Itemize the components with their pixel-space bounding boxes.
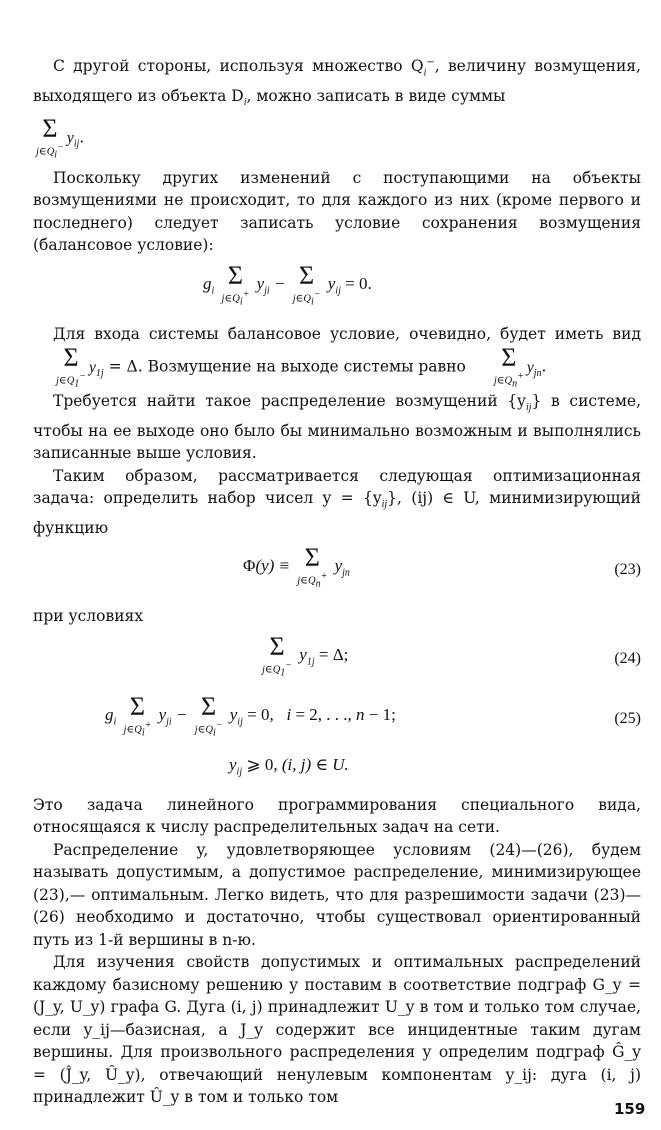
paragraph-4: Требуется найти такое распределение возмущений $\{y_{ij}\}$ в системе, чтобы на ее выходе оно было бы минимально возможным и выполнялись записанные выше условия. — [33, 392, 642, 463]
formula-24: Σ $j\in Q_1^-$ $y_{1j} = \Delta$; (24) — [262, 631, 641, 679]
paragraph-9: Для изучения свойств допустимых и оптимальных распределений каждому базисному решению y поставим в соответствие подграф G_y = (J_y, U_y) графа G. Дуга (i, j) принадлежит U_y в том и только том случае, если y_ij—базисная, а J_y содержит все инцидентные таким дугам вершины. Для произвольного распределения y определим подграф Ĝ_y = (Ĵ_y, Û_y), отвечающий ненулевым компонентам y_ij: дуга (i, j) принадлежит Û_y в том и только том — [33, 953, 641, 1107]
sum-symbol: Σ $j\in Q_i^-$ — [36, 114, 64, 161]
equation-number-23: (23) — [614, 561, 641, 579]
page-body — [33, 52, 641, 1109]
paragraph-5: Таким образом, рассматривается следующая оптимизационная задача: определить набор чисел $y = \{y_{ij}\}$, (ij) ∈ U, минимизирующий функцию — [33, 466, 641, 537]
paragraph-8: Распределение y, удовлетворяющее условиям (24)—(26), будем называть допустимым, а допустимое распределение, минимизирующее (23),— оптимальным. Легко видеть, что для разрешимости задачи (23)—(26) необходимо и достаточно, чтобы существовал ориентированный путь из 1-й вершины в n-ю. — [33, 840, 641, 949]
paragraph-7: Это задача линейного программирования специального вида, относящаяся к числу распределительных задач на сети. — [33, 795, 641, 837]
paragraph-2: Поскольку других изменений с поступающими на объекты возмущениями не происходит, то для каждого из них (кроме первого и последнего) следует записать условие сохранения возмущения (балансовое условие): — [33, 168, 641, 255]
equation-number-25: (25) — [614, 709, 641, 727]
balance-formula: $g_i$ Σ $j\in Q_i^+$ $y_{ji}$ − Σ $j\in Q_i^-$ $y_{ij} = 0$. — [203, 260, 372, 308]
paragraph-6: при условиях — [33, 607, 144, 626]
page-number: 159 — [614, 1100, 646, 1118]
equation-number-24: (24) — [614, 649, 641, 667]
sum-line: Σ $j\in Q_i^-$ $y_{ij}$. — [36, 114, 85, 161]
paragraph-1: С другой стороны, используя множество $Q_i^-$, величину возмущения, выходящего из объекта $D_i$, можно записать в виде суммы — [33, 57, 641, 108]
formula-26: $y_{ij}$ ⩾ 0, (i, j) ∈ U. — [229, 754, 349, 778]
formula-23: Φ(y) ≡ Σ $j\in Q_n^+$ $y_{jn}$ (23) — [243, 543, 641, 590]
formula-25: $g_i$ Σ $j\in Q_i^+$ $y_{ji}$ − Σ $j\in Q_i^-$ $y_{ij} = 0$, i = 2, . . ., n − 1; (25) — [105, 691, 641, 739]
paragraph-3: Для входа системы балансовое условие, очевидно, будет иметь вид Σ $j\in Q_1^-$ $y_{1j} = \Delta$. Возмущение на выходе системы равно Σ $j\in Q_n^+$ $y_{jn}$. — [53, 324, 641, 391]
